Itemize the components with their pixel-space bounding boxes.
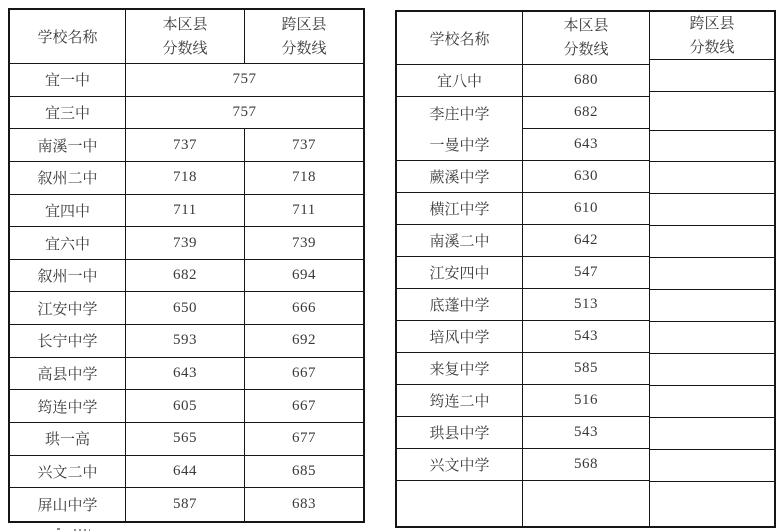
local-score-cell: 643 <box>126 358 245 391</box>
local-score-cell: 565 <box>126 423 245 456</box>
school-name-cell: 筠连中学 <box>10 390 126 423</box>
right-table-name-column <box>397 12 523 526</box>
cross-score-cell: 694 <box>245 260 363 293</box>
right-header-school-name: 学校名称 <box>397 12 522 65</box>
local-score-cell: 737 <box>126 129 245 162</box>
local-score-cell: 587 <box>126 488 245 521</box>
local-score-cell: 568 <box>523 449 649 481</box>
cross-score-cell: 739 <box>245 227 363 260</box>
right-table-cross-score-column <box>650 12 774 526</box>
cross-score-cell: 666 <box>245 292 363 325</box>
school-name-cell: 来复中学 <box>397 353 522 385</box>
school-name-cell: 叙州二中 <box>10 162 126 195</box>
local-score-cell: 513 <box>523 289 649 321</box>
cross-score-cell <box>650 450 774 482</box>
school-name-cell: 宜八中 <box>397 65 522 97</box>
clipped-text-fragment <box>57 528 97 531</box>
school-name-cell: 屏山中学 <box>10 488 126 521</box>
school-name-cell: 珙一高 <box>10 423 126 456</box>
local-score-cell: 630 <box>523 161 649 193</box>
left-score-table <box>8 8 365 523</box>
school-name-cell: 高县中学 <box>10 358 126 391</box>
cross-score-cell <box>650 162 774 194</box>
school-name-cell: 培风中学 <box>397 321 522 353</box>
cross-score-cell <box>650 418 774 450</box>
header-line-1: 跨区县 <box>281 16 327 33</box>
header-line-2: 分数线 <box>563 42 609 58</box>
left-header-local-line <box>126 10 245 64</box>
school-name-cell: 江安中学 <box>10 292 126 325</box>
school-name-cell: 兴文二中 <box>10 456 126 489</box>
cross-score-cell <box>650 226 774 258</box>
local-score-cell: 718 <box>126 162 245 195</box>
school-name-cell: 南溪一中 <box>10 129 126 162</box>
empty-cell <box>397 481 522 526</box>
empty-cell <box>523 481 649 526</box>
cross-score-cell: 677 <box>245 423 363 456</box>
school-name-cell: 宜三中 <box>10 97 126 130</box>
right-header-cross-line <box>650 12 774 60</box>
cross-score-cell: 667 <box>245 358 363 391</box>
merged-score-cell: 757 <box>126 97 363 130</box>
cross-score-cell <box>650 290 774 322</box>
cross-score-cell: 692 <box>245 325 363 358</box>
header-line-2: 分数线 <box>689 39 735 56</box>
header-line-1: 本区县 <box>162 16 208 33</box>
header-line-2: 分数线 <box>162 40 208 57</box>
cross-score-cell <box>650 386 774 418</box>
header-line-1: 本区县 <box>563 18 609 34</box>
school-name-cell: 一曼中学 <box>397 129 522 161</box>
local-score-cell: 593 <box>126 325 245 358</box>
local-score-cell: 610 <box>523 193 649 225</box>
empty-cell <box>650 482 774 527</box>
cross-score-cell <box>650 92 774 131</box>
school-name-cell: 兴文中学 <box>397 449 522 481</box>
school-name-cell: 筠连二中 <box>397 385 522 417</box>
local-score-cell: 543 <box>523 321 649 353</box>
local-score-cell: 605 <box>126 390 245 423</box>
merged-score-cell: 757 <box>126 64 363 97</box>
local-score-cell: 585 <box>523 353 649 385</box>
local-score-cell: 547 <box>523 257 649 289</box>
school-name-cell: 叙州一中 <box>10 260 126 293</box>
school-name-cell: 江安四中 <box>397 257 522 289</box>
cross-score-cell: 683 <box>292 496 316 513</box>
header-line-2: 分数线 <box>281 40 327 57</box>
school-name-cell: 蕨溪中学 <box>397 161 522 193</box>
cross-score-cell: 711 <box>245 195 363 228</box>
right-header-local-line <box>523 12 649 65</box>
local-score-cell: 739 <box>126 227 245 260</box>
cross-score-cell <box>650 354 774 386</box>
header-line-1: 跨区县 <box>689 15 735 32</box>
school-name-cell: 宜六中 <box>10 227 126 260</box>
school-name-cell: 底蓬中学 <box>397 289 522 321</box>
cross-score-cell: 737 <box>245 129 363 162</box>
local-score-cell: 682 <box>126 260 245 293</box>
cross-score-cell <box>650 258 774 290</box>
local-score-cell: 644 <box>126 456 245 489</box>
local-score-cell: 650 <box>126 292 245 325</box>
cross-score-cell <box>650 131 774 162</box>
local-score-cell: 680 <box>523 65 649 97</box>
school-name-cell: 南溪二中 <box>397 225 522 257</box>
cross-score-cell: 685 <box>245 456 363 489</box>
school-name-cell: 珙县中学 <box>397 417 522 449</box>
local-score-cell: 516 <box>523 385 649 417</box>
school-name-cell: 宜一中 <box>10 64 126 97</box>
cross-score-cell: 718 <box>245 162 363 195</box>
cross-score-cell <box>650 322 774 354</box>
right-table-local-score-column <box>523 12 650 526</box>
local-score-cell: 643 <box>523 129 649 161</box>
local-score-cell: 543 <box>523 417 649 449</box>
left-header-school-name: 学校名称 <box>10 10 126 64</box>
local-score-cell: 682 <box>523 97 649 129</box>
left-header-cross-line <box>245 10 363 64</box>
local-score-cell: 711 <box>126 195 245 228</box>
cross-score-cell <box>650 60 774 92</box>
cross-score-cell <box>650 194 774 226</box>
school-name-cell: 李庄中学 <box>429 106 490 123</box>
school-name-cell: 宜四中 <box>10 195 126 228</box>
school-name-cell: 横江中学 <box>397 193 522 225</box>
local-score-cell: 642 <box>523 225 649 257</box>
right-score-table <box>395 10 776 528</box>
school-name-cell: 长宁中学 <box>10 325 126 358</box>
cross-score-cell: 667 <box>245 390 363 423</box>
